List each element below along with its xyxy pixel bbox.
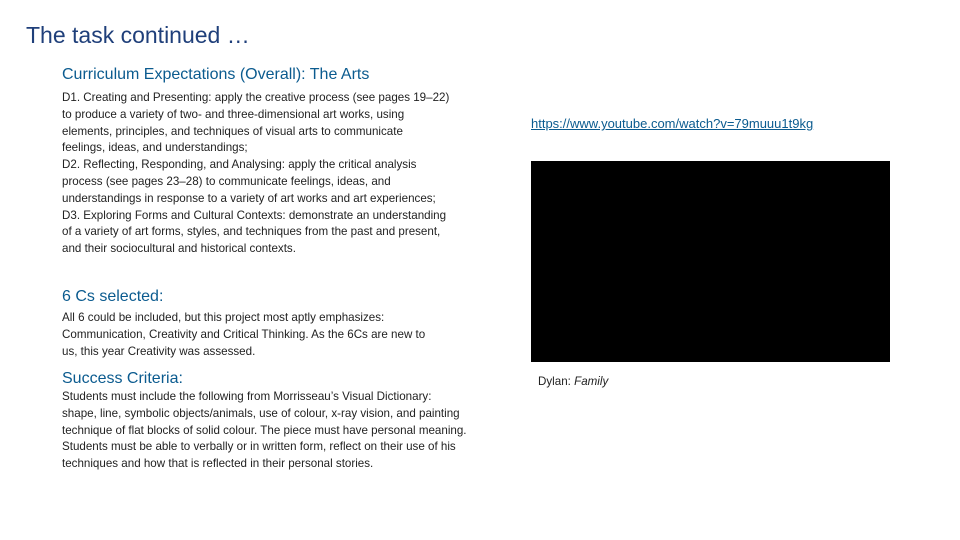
video-player[interactable] — [531, 161, 890, 362]
success-line: Students must include the following from Morrisseau’s Visual Dictionary: — [62, 390, 432, 403]
video-link[interactable]: https://www.youtube.com/watch?v=79muuu1t9kg — [531, 116, 814, 131]
curriculum-line: D2. Reflecting, Responding, and Analysing: apply the critical analysis — [62, 158, 417, 172]
caption-title: Family — [574, 375, 609, 388]
six-cs-line: Communication, Creativity and Critical Thinking. As the 6Cs are new to — [62, 327, 426, 341]
curriculum-line: feelings, ideas, and understandings; — [62, 141, 248, 155]
caption-label: Dylan: — [538, 375, 571, 388]
curriculum-line: process (see pages 23–28) to communicate feelings, ideas, and — [62, 174, 391, 188]
success-criteria-body — [62, 389, 522, 473]
curriculum-line: D1. Creating and Presenting: apply the creative process (see pages 19–22) — [62, 91, 450, 104]
curriculum-line: D3. Exploring Forms and Cultural Contexts: demonstrate an understanding — [62, 208, 447, 222]
six-cs-body — [62, 310, 472, 360]
video-caption — [538, 375, 608, 388]
six-cs-line: us, this year Creativity was assessed. — [62, 344, 256, 358]
success-criteria-heading: Success Criteria: — [62, 370, 183, 387]
curriculum-line: to produce a variety of two- and three-dimensional art works, using — [62, 107, 405, 121]
curriculum-line: elements, principles, and techniques of visual arts to communicate — [62, 124, 403, 138]
success-line: Students must be able to verbally or in written form, reflect on their use of his — [62, 440, 456, 454]
curriculum-line: understandings in response to a variety of art works and art experiences; — [62, 191, 436, 205]
success-line: shape, line, symbolic objects/animals, use of colour, x-ray vision, and painting — [62, 406, 460, 420]
slide-title: The task continued … — [26, 22, 250, 48]
six-cs-heading: 6 Cs selected: — [62, 288, 164, 305]
curriculum-heading: Curriculum Expectations (Overall): The Arts — [62, 66, 370, 83]
success-line: technique of flat blocks of solid colour. The piece must have personal meaning. — [62, 423, 467, 437]
curriculum-body — [62, 90, 502, 258]
six-cs-line: All 6 could be included, but this project most aptly emphasizes: — [62, 311, 385, 324]
success-line: techniques and how that is reflected in their personal stories. — [62, 457, 374, 471]
curriculum-line: and their sociocultural and historical contexts. — [62, 242, 296, 256]
curriculum-line: of a variety of art forms, styles, and techniques from the past and present, — [62, 225, 441, 239]
